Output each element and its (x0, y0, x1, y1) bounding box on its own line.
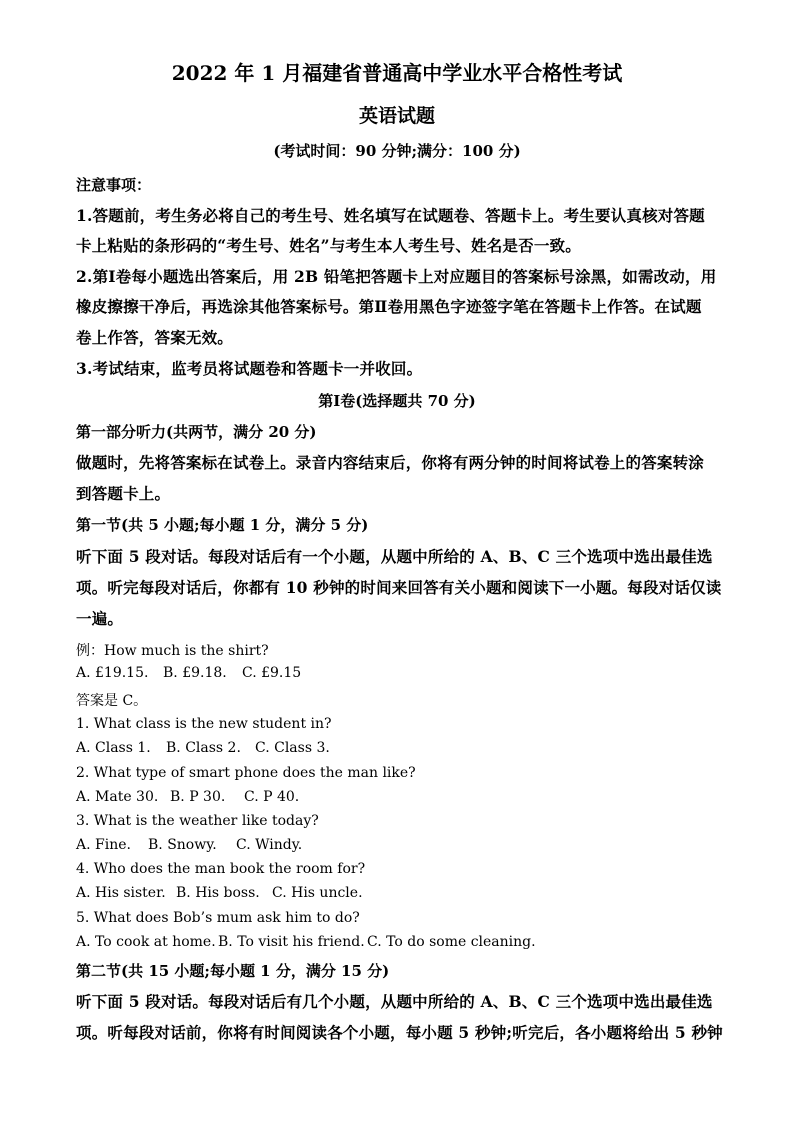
question-4: 4. Who does the man book the room for? (76, 861, 366, 877)
option-b: B. Snowy. (148, 837, 217, 853)
option-b: B. £9.18. (163, 665, 227, 681)
section1-instr-line-2: 项。听完每段对话后，你都有 10 秒钟的时间来回答有关小题和阅读下一小题。每段对话仅读 (76, 578, 722, 597)
question-4-options (76, 885, 363, 901)
note-2-line-2: 橡皮擦擦干净后，再选涂其他答案标号。第Ⅱ卷用黑色字迹签字笔在答题卡上作答。在试题 (76, 297, 702, 316)
option-a: A. £19.15. (76, 665, 149, 681)
page-title: 2022 年 1 月福建省普通高中学业水平合格性考试 (171, 61, 623, 85)
option-c: C. To do some cleaning. (367, 934, 536, 950)
question-2-options (76, 789, 299, 805)
note-2-line-3: 卷上作答，答案无效。 (76, 328, 234, 347)
listening-intro-line-1: 做题时，先将答案标在试卷上。录音内容结束后，你将有两分钟的时间将试卷上的答案转涂 (76, 453, 705, 472)
question-3: 3. What is the weather like today? (76, 813, 319, 829)
option-c: C. Class 3. (255, 740, 330, 756)
section1-title: 第一节(共 5 小题;每小题 1 分，满分 5 分) (76, 516, 369, 534)
question-5-options (76, 934, 536, 950)
page-subtitle: 英语试题 (358, 105, 435, 127)
question-5: 5. What does Bob’s mum ask him to do? (76, 910, 360, 926)
option-a: A. Fine. (76, 837, 131, 853)
section1-instr-line-3: 一遍。 (76, 609, 124, 628)
option-b: B. His boss. (176, 885, 260, 901)
option-a: A. Mate 30. (76, 789, 159, 805)
section2-instr-line-2: 项。听每段对话前，你将有时间阅读各个小题，每小题 5 秒钟;听完后，各小题将给出 5 秒钟 (76, 1023, 723, 1042)
option-c: C. £9.15 (242, 665, 302, 681)
option-c: C. His uncle. (272, 885, 363, 901)
exam-time-info: (考试时间：90 分钟;满分：100 分) (273, 142, 521, 160)
example-question: 例：How much is the shirt? (76, 643, 269, 659)
option-a: A. His sister. (76, 885, 166, 901)
note-1-line-1: 1.答题前，考生务必将自己的考生号、姓名填写在试题卷、答题卡上。考生要认真核对答题 (76, 206, 705, 225)
listening-intro-line-2: 到答题卡上。 (76, 484, 171, 503)
section2-instr-line-1: 听下面 5 段对话。每段对话后有几个小题，从题中所给的 A、B、C 三个选项中选出最佳选 (76, 992, 713, 1011)
option-c: C. Windy. (236, 837, 303, 853)
example-options (76, 665, 301, 681)
listening-section-title: 第一部分听力(共两节，满分 20 分) (76, 423, 317, 441)
example-answer: 答案是 C。 (76, 693, 148, 709)
section1-instr-line-1: 听下面 5 段对话。每段对话后有一个小题，从题中所给的 A、B、C 三个选项中选出最佳选 (76, 547, 713, 566)
option-c: C. P 40. (244, 789, 300, 805)
note-2-line-1: 2.第Ⅰ卷每小题选出答案后，用 2B 铅笔把答题卡上对应题目的答案标号涂黑，如需改动，用 (76, 267, 717, 286)
question-1-options (76, 740, 330, 756)
question-2: 2. What type of smart phone does the man like? (76, 765, 416, 781)
note-1-line-2: 卡上粘贴的条形码的“考生号、姓名”与考生本人考生号、姓名是否一致。 (76, 236, 581, 255)
option-a: A. To cook at home. (76, 934, 216, 950)
option-b: B. P 30. (170, 789, 226, 805)
option-b: B. To visit his friend. (218, 934, 365, 950)
section2-title: 第二节(共 15 小题;每小题 1 分，满分 15 分) (76, 962, 390, 980)
option-a: A. Class 1. (76, 740, 151, 756)
option-b: B. Class 2. (166, 740, 241, 756)
question-1: 1. What class is the new student in? (76, 716, 332, 732)
note-3: 3.考试结束，监考员将试题卷和答题卡一并收回。 (76, 359, 423, 378)
part1-heading: 第Ⅰ卷(选择题共 70 分) (318, 392, 476, 410)
question-3-options (76, 837, 302, 853)
notes-heading: 注意事项： (76, 176, 152, 194)
